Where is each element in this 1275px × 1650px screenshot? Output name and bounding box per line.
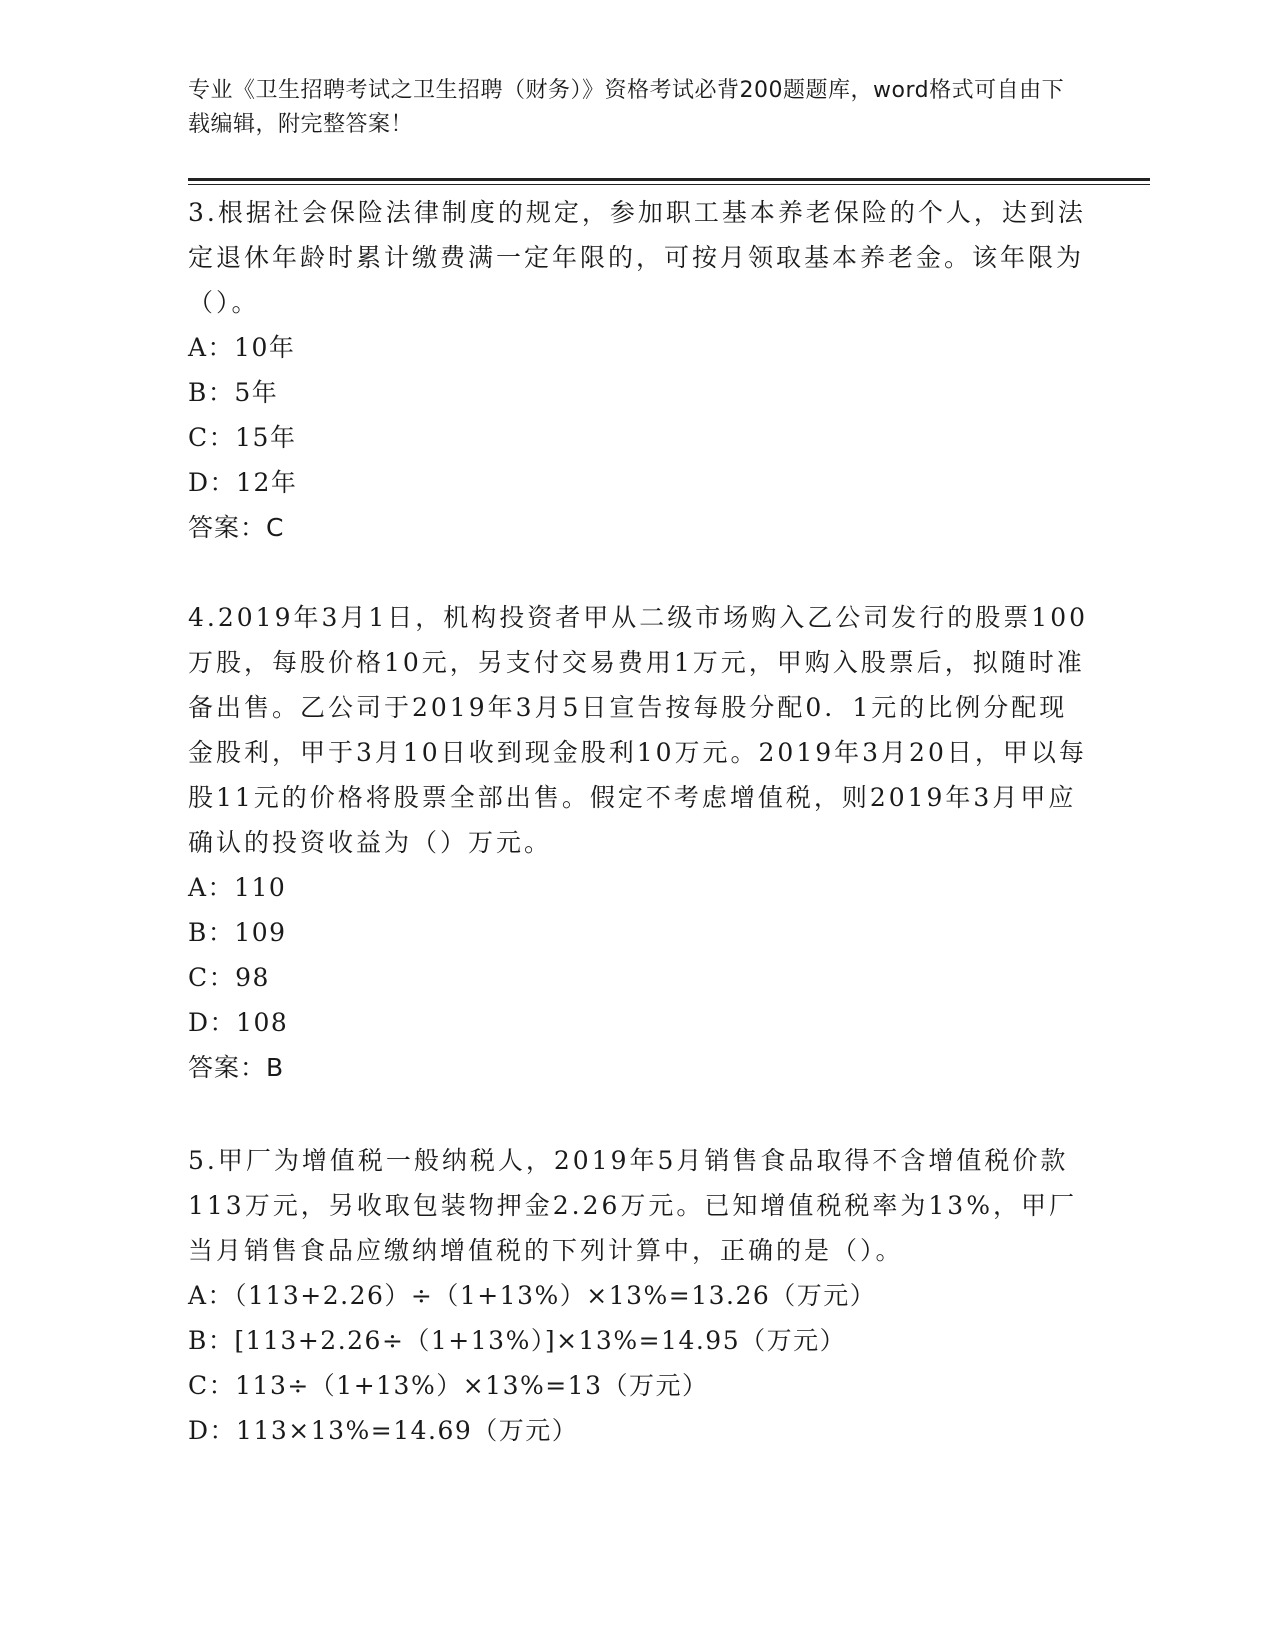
option-c: C：98 bbox=[188, 963, 270, 992]
header-divider-thick bbox=[188, 178, 1150, 181]
option-b: B：109 bbox=[188, 918, 287, 947]
document-header: 专业《卫生招聘考试之卫生招聘（财务）》资格考试必背200题题库，word格式可自由下载编辑，附完整答案！ bbox=[188, 78, 1065, 137]
option-d: D：12年 bbox=[188, 468, 298, 497]
option-c: C：113÷（1+13%）×13%=13（万元） bbox=[188, 1371, 709, 1400]
option-a: A：110 bbox=[188, 873, 287, 902]
question-stem: 3.根据社会保险法律制度的规定，参加职工基本养老保险的个人，达到法定退休年龄时累计缴费满一定年限的，可按月领取基本养老金。该年限为（）。 bbox=[188, 198, 1086, 317]
question-4 bbox=[188, 595, 1088, 1090]
option-b: B：5年 bbox=[188, 378, 279, 407]
option-d: D：113×13%=14.69（万元） bbox=[188, 1416, 579, 1445]
option-a: A：10年 bbox=[188, 333, 296, 362]
option-b: B：[113+2.26÷（1+13%）]×13%=14.95（万元） bbox=[188, 1326, 847, 1355]
answer-line: 答案：C bbox=[188, 513, 285, 542]
question-stem: 5.甲厂为增值税一般纳税人，2019年5月销售食品取得不含增值税价款113万元，另收取包装物押金2.26万元。已知增值税税率为13%，甲厂当月销售食品应缴纳增值税的下列计算中，正确的是（）。 bbox=[188, 1146, 1077, 1265]
answer-line: 答案：B bbox=[188, 1053, 285, 1082]
option-d: D：108 bbox=[188, 1008, 289, 1037]
question-stem: 4.2019年3月1日，机构投资者甲从二级市场购入乙公司发行的股票100万股，每股价格10元，另支付交易费用1万元，甲购入股票后，拟随时准备出售。乙公司于2019年3月5日宣告按每股分配0．1元的比例分配现金股利，甲于3月10日收到现金股利10万元。2019年3月20日，甲以每股11元的价格将股票全部出售。假定不考虑增值税，则2019年3月甲应确认的投资收益为（）万元。 bbox=[188, 603, 1089, 857]
option-c: C：15年 bbox=[188, 423, 297, 452]
question-5 bbox=[188, 1138, 1088, 1453]
header-divider-thin bbox=[188, 184, 1150, 185]
question-3 bbox=[188, 190, 1088, 550]
option-a: A：（113+2.26）÷（1+13%）×13%=13.26（万元） bbox=[188, 1281, 877, 1310]
